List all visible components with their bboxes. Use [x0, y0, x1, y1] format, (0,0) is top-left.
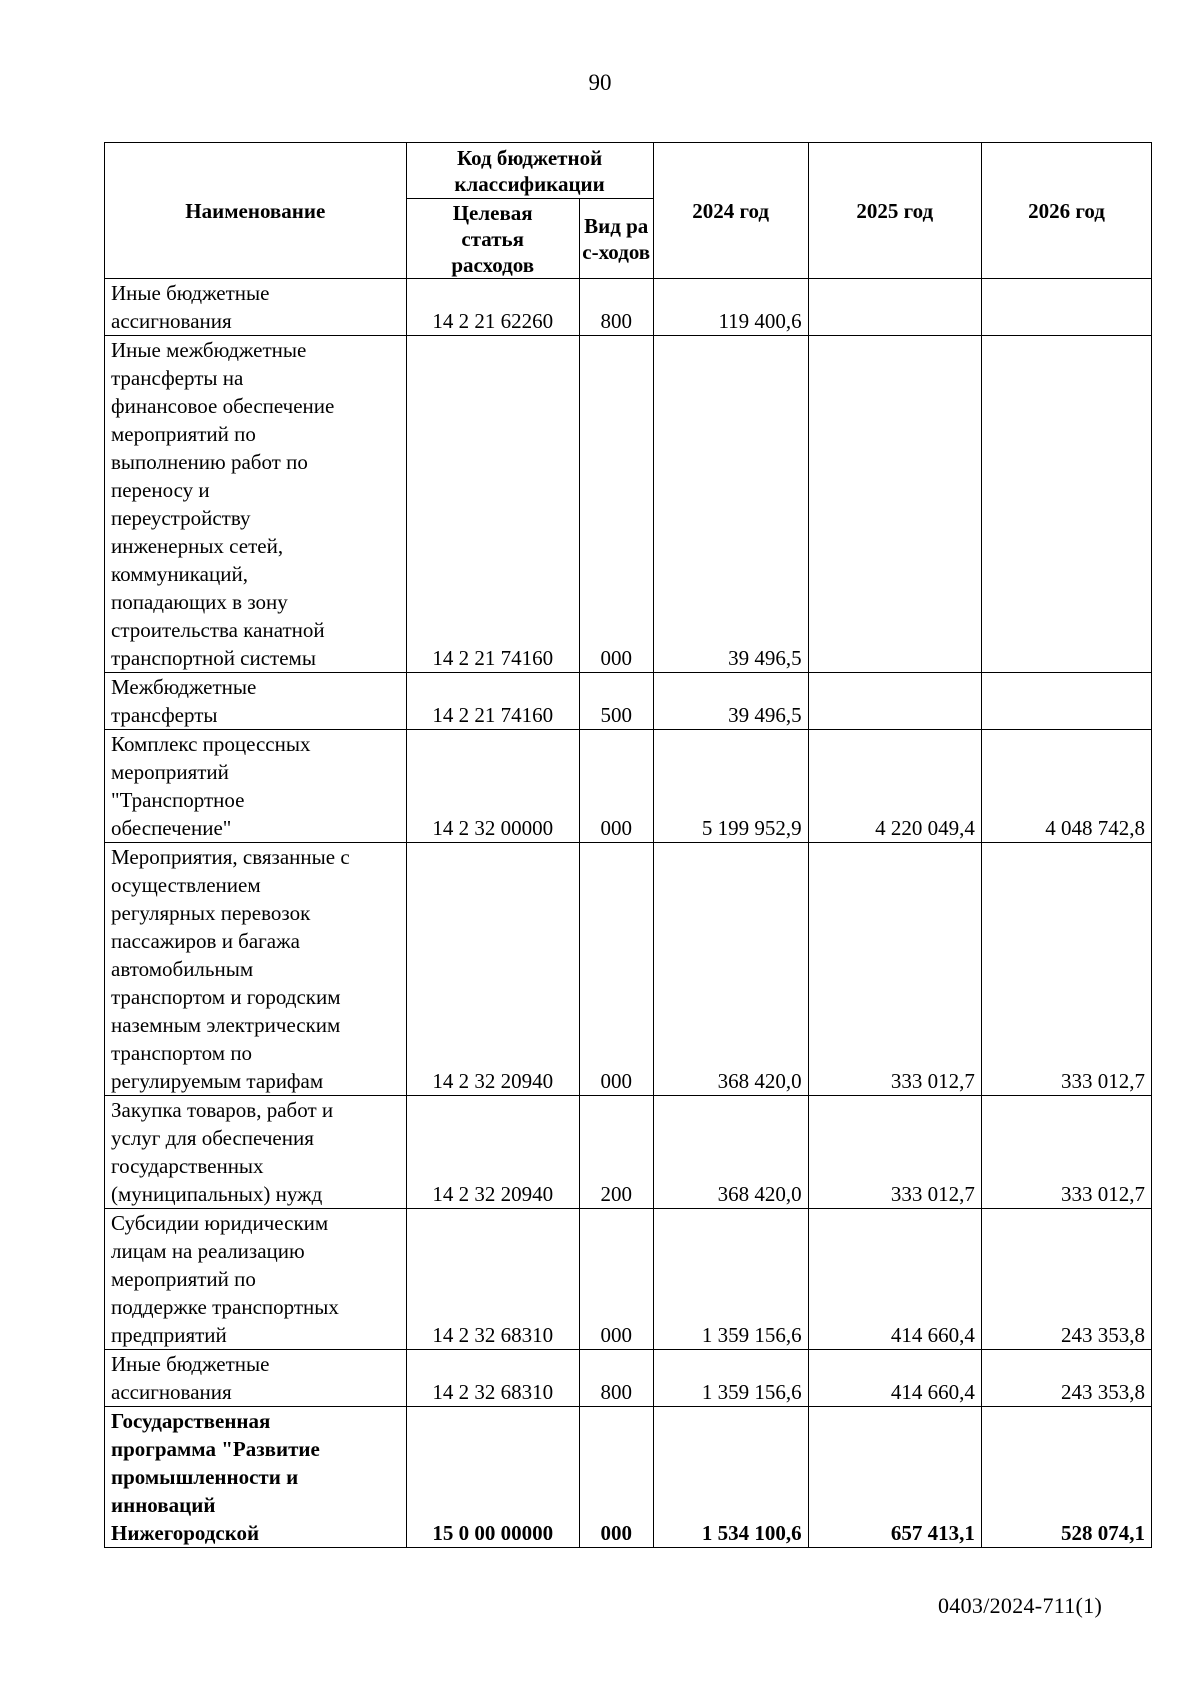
row-name: Иные бюджетные ассигнования [105, 1350, 407, 1407]
row-amount-2024: 368 420,0 [653, 843, 808, 1096]
row-amount-2026: 528 074,1 [981, 1407, 1151, 1548]
row-amount-2024: 1 359 156,6 [653, 1350, 808, 1407]
table-row [105, 673, 1152, 730]
row-amount-2026: 4 048 742,8 [981, 730, 1151, 843]
row-target-code: 15 0 00 00000 [406, 1407, 579, 1548]
budget-table [104, 142, 1152, 1548]
table-body [105, 279, 1152, 1548]
row-amount-2025: 414 660,4 [808, 1209, 981, 1350]
table-row [105, 279, 1152, 336]
row-expense-kind: 000 [579, 730, 653, 843]
row-amount-2026: 243 353,8 [981, 1209, 1151, 1350]
row-target-code: 14 2 32 20940 [406, 1096, 579, 1209]
header-2025: 2025 год [808, 143, 981, 279]
table-row [105, 1407, 1152, 1548]
header-2026: 2026 год [981, 143, 1151, 279]
row-amount-2024: 119 400,6 [653, 279, 808, 336]
row-name: Межбюджетные трансферты [105, 673, 407, 730]
row-name: Иные бюджетные ассигнования [105, 279, 407, 336]
row-expense-kind: 500 [579, 673, 653, 730]
row-amount-2025: 414 660,4 [808, 1350, 981, 1407]
header-target-article: Целевая статья расходов [406, 199, 579, 279]
row-amount-2024: 1 359 156,6 [653, 1209, 808, 1350]
row-name: Субсидии юридическим лицам на реализацию мероприятий по поддержке транспортных предприятий [105, 1209, 407, 1350]
row-amount-2024: 5 199 952,9 [653, 730, 808, 843]
table-row [105, 1209, 1152, 1350]
header-expense-kind: Вид рас-ходов [579, 199, 653, 279]
row-amount-2026 [981, 279, 1151, 336]
row-amount-2024: 39 496,5 [653, 336, 808, 673]
row-amount-2025: 333 012,7 [808, 1096, 981, 1209]
row-expense-kind: 800 [579, 279, 653, 336]
row-target-code: 14 2 32 68310 [406, 1350, 579, 1407]
row-amount-2024: 39 496,5 [653, 673, 808, 730]
document-footer-code: 0403/2024-711(1) [938, 1593, 1103, 1618]
row-amount-2025 [808, 673, 981, 730]
header-name: Наименование [105, 143, 407, 279]
row-target-code: 14 2 21 74160 [406, 673, 579, 730]
row-amount-2026: 333 012,7 [981, 843, 1151, 1096]
table-row [105, 843, 1152, 1096]
header-2024: 2024 год [653, 143, 808, 279]
row-target-code: 14 2 21 62260 [406, 279, 579, 336]
row-expense-kind: 000 [579, 1209, 653, 1350]
header-code-group: Код бюджетной классификации [406, 143, 653, 199]
row-name: Закупка товаров, работ и услуг для обеспечения государственных (муниципальных) нужд [105, 1096, 407, 1209]
page-number: 90 [588, 70, 612, 95]
row-amount-2025: 657 413,1 [808, 1407, 981, 1548]
table-row [105, 336, 1152, 673]
row-expense-kind: 000 [579, 1407, 653, 1548]
row-target-code: 14 2 32 00000 [406, 730, 579, 843]
row-amount-2024: 1 534 100,6 [653, 1407, 808, 1548]
row-amount-2026: 333 012,7 [981, 1096, 1151, 1209]
row-expense-kind: 800 [579, 1350, 653, 1407]
row-amount-2026: 243 353,8 [981, 1350, 1151, 1407]
row-target-code: 14 2 32 68310 [406, 1209, 579, 1350]
row-name: Иные межбюджетные трансферты на финансовое обеспечение мероприятий по выполнению работ по переносу и переустройству инженерных сетей, коммуникаций, попадающих в зону строительства канатной транспортной системы [105, 336, 407, 673]
table-row [105, 1350, 1152, 1407]
row-name: Мероприятия, связанные с осуществлением регулярных перевозок пассажиров и багажа автомобильным транспортом и городским наземным электрическим транспортом по регулируемым тарифам [105, 843, 407, 1096]
row-expense-kind: 200 [579, 1096, 653, 1209]
row-target-code: 14 2 32 20940 [406, 843, 579, 1096]
row-name: Государственная программа "Развитие промышленности и инноваций Нижегородской [105, 1407, 407, 1548]
table-row [105, 1096, 1152, 1209]
row-amount-2025 [808, 279, 981, 336]
table-row [105, 730, 1152, 843]
row-amount-2026 [981, 336, 1151, 673]
row-amount-2025 [808, 336, 981, 673]
row-amount-2024: 368 420,0 [653, 1096, 808, 1209]
row-name: Комплекс процессных мероприятий "Транспортное обеспечение" [105, 730, 407, 843]
row-expense-kind: 000 [579, 843, 653, 1096]
row-amount-2026 [981, 673, 1151, 730]
row-expense-kind: 000 [579, 336, 653, 673]
row-target-code: 14 2 21 74160 [406, 336, 579, 673]
row-amount-2025: 4 220 049,4 [808, 730, 981, 843]
row-amount-2025: 333 012,7 [808, 843, 981, 1096]
